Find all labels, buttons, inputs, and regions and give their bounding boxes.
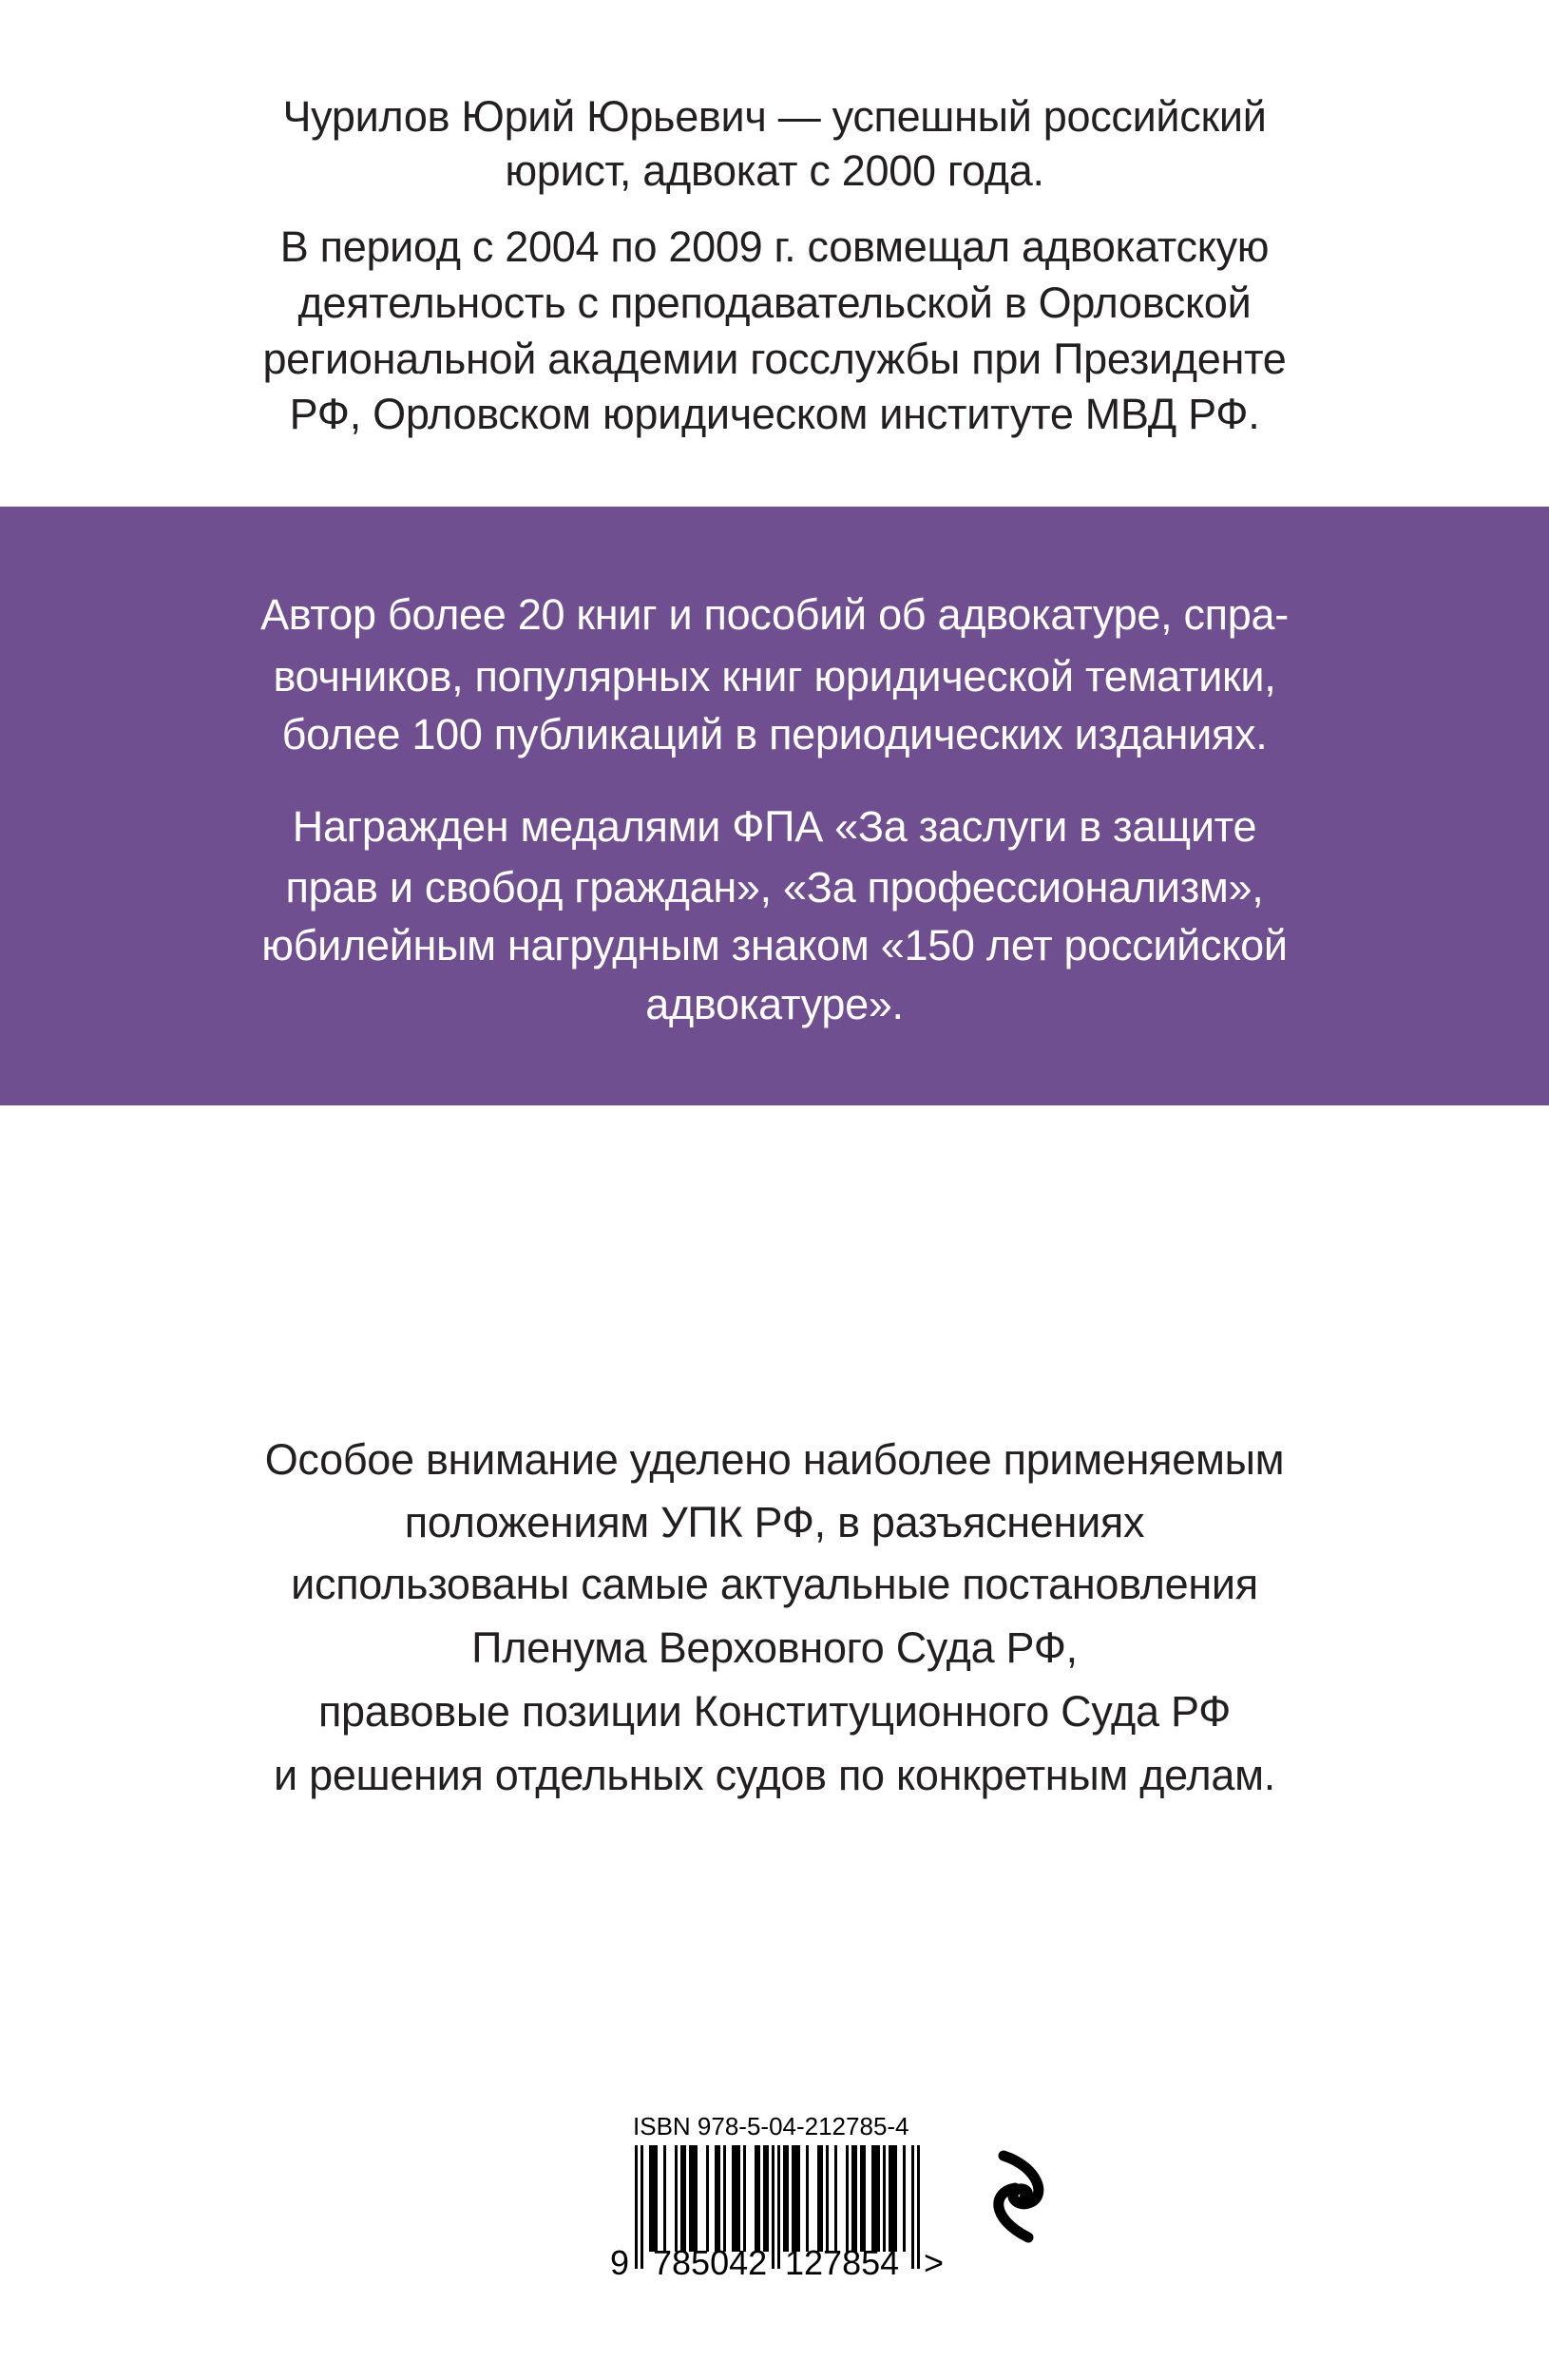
barcode-bar	[903, 2145, 906, 2252]
barcode-bar	[772, 2145, 774, 2269]
barcode-bar	[777, 2145, 780, 2269]
text-line: Особое внимание уделено наиболее применяемым	[264, 1435, 1285, 1484]
isbn-label: ISBN 978-5-04-212785-4	[633, 2112, 909, 2140]
barcode-marker: >	[924, 2243, 945, 2282]
text-line: Чурилов Юрий Юрьевич — успешный российский	[282, 92, 1267, 141]
barcode-lead-digit: 9	[610, 2243, 630, 2282]
barcode-bar	[723, 2145, 726, 2252]
text-line: Пленума Верховного Суда РФ,	[471, 1623, 1078, 1672]
text-line: региональной академии госслужбы при Президенте	[262, 335, 1287, 383]
barcode-bar	[743, 2145, 746, 2252]
barcode-bar	[755, 2145, 760, 2252]
text-line: В период с 2004 по 2009 г. совмещал адвокатскую	[279, 222, 1270, 271]
text-line: Автор более 20 книг и пособий об адвокатуре, спра-	[260, 590, 1289, 639]
text-line: прав и свобод граждан», «За профессионализм»,	[285, 863, 1264, 912]
barcode-bar	[763, 2145, 769, 2252]
barcode-bar	[871, 2145, 880, 2252]
barcode-bar	[635, 2145, 638, 2269]
text-line: и решения отдельных судов по конкретным делам.	[274, 1751, 1275, 1799]
barcode-bar	[783, 2145, 789, 2252]
barcode-bar	[806, 2145, 809, 2252]
text-line: более 100 публикаций в периодических изданиях.	[281, 710, 1268, 758]
barcode-bar	[911, 2145, 914, 2269]
barcode-bar	[641, 2145, 643, 2269]
text-line: деятельность с преподавательской в Орловской	[297, 278, 1252, 327]
barcode-bar	[732, 2145, 740, 2252]
text-line: Награжден медалями ФПА «За заслуги в защите	[292, 802, 1257, 851]
text-line: РФ, Орловском юридическом институте МВД РФ.	[289, 390, 1260, 438]
barcode-bar	[846, 2145, 849, 2252]
barcode-bar	[889, 2145, 897, 2252]
text-line: использованы самые актуальные постановления	[291, 1560, 1258, 1608]
barcode-bar	[917, 2145, 920, 2269]
barcode-bar	[860, 2145, 866, 2252]
publisher-logo-icon	[986, 2150, 1047, 2243]
text-line: правовые позиции Конституционного Суда РФ	[317, 1687, 1232, 1736]
barcode-left-digits: 785042	[653, 2243, 768, 2282]
barcode-bar	[649, 2145, 658, 2252]
barcode-bar	[792, 2145, 800, 2252]
barcode-bar	[715, 2145, 720, 2252]
text-line: юрист, адвокат с 2000 года.	[505, 146, 1044, 195]
barcode-bar	[851, 2145, 857, 2252]
barcode-bar	[689, 2145, 698, 2252]
barcode-bar	[826, 2145, 829, 2252]
text-line: адвокатуре».	[645, 980, 904, 1028]
barcode-bar	[675, 2145, 678, 2252]
barcode-bar	[883, 2145, 886, 2252]
barcode-bar	[817, 2145, 823, 2252]
text-line: юбилейным нагрудным знаком «150 лет российской	[261, 921, 1288, 969]
barcode-bar	[706, 2145, 709, 2252]
barcode-right-digits: 127854	[785, 2243, 900, 2282]
barcode-bar	[680, 2145, 686, 2252]
barcode-bar	[663, 2145, 666, 2252]
text-line: вочников, популярных книг юридической тематики,	[273, 652, 1276, 701]
barcode-bar	[834, 2145, 837, 2252]
highlight-band	[0, 507, 1549, 1105]
text-line: положениям УПК РФ, в разъяснениях	[404, 1498, 1145, 1546]
